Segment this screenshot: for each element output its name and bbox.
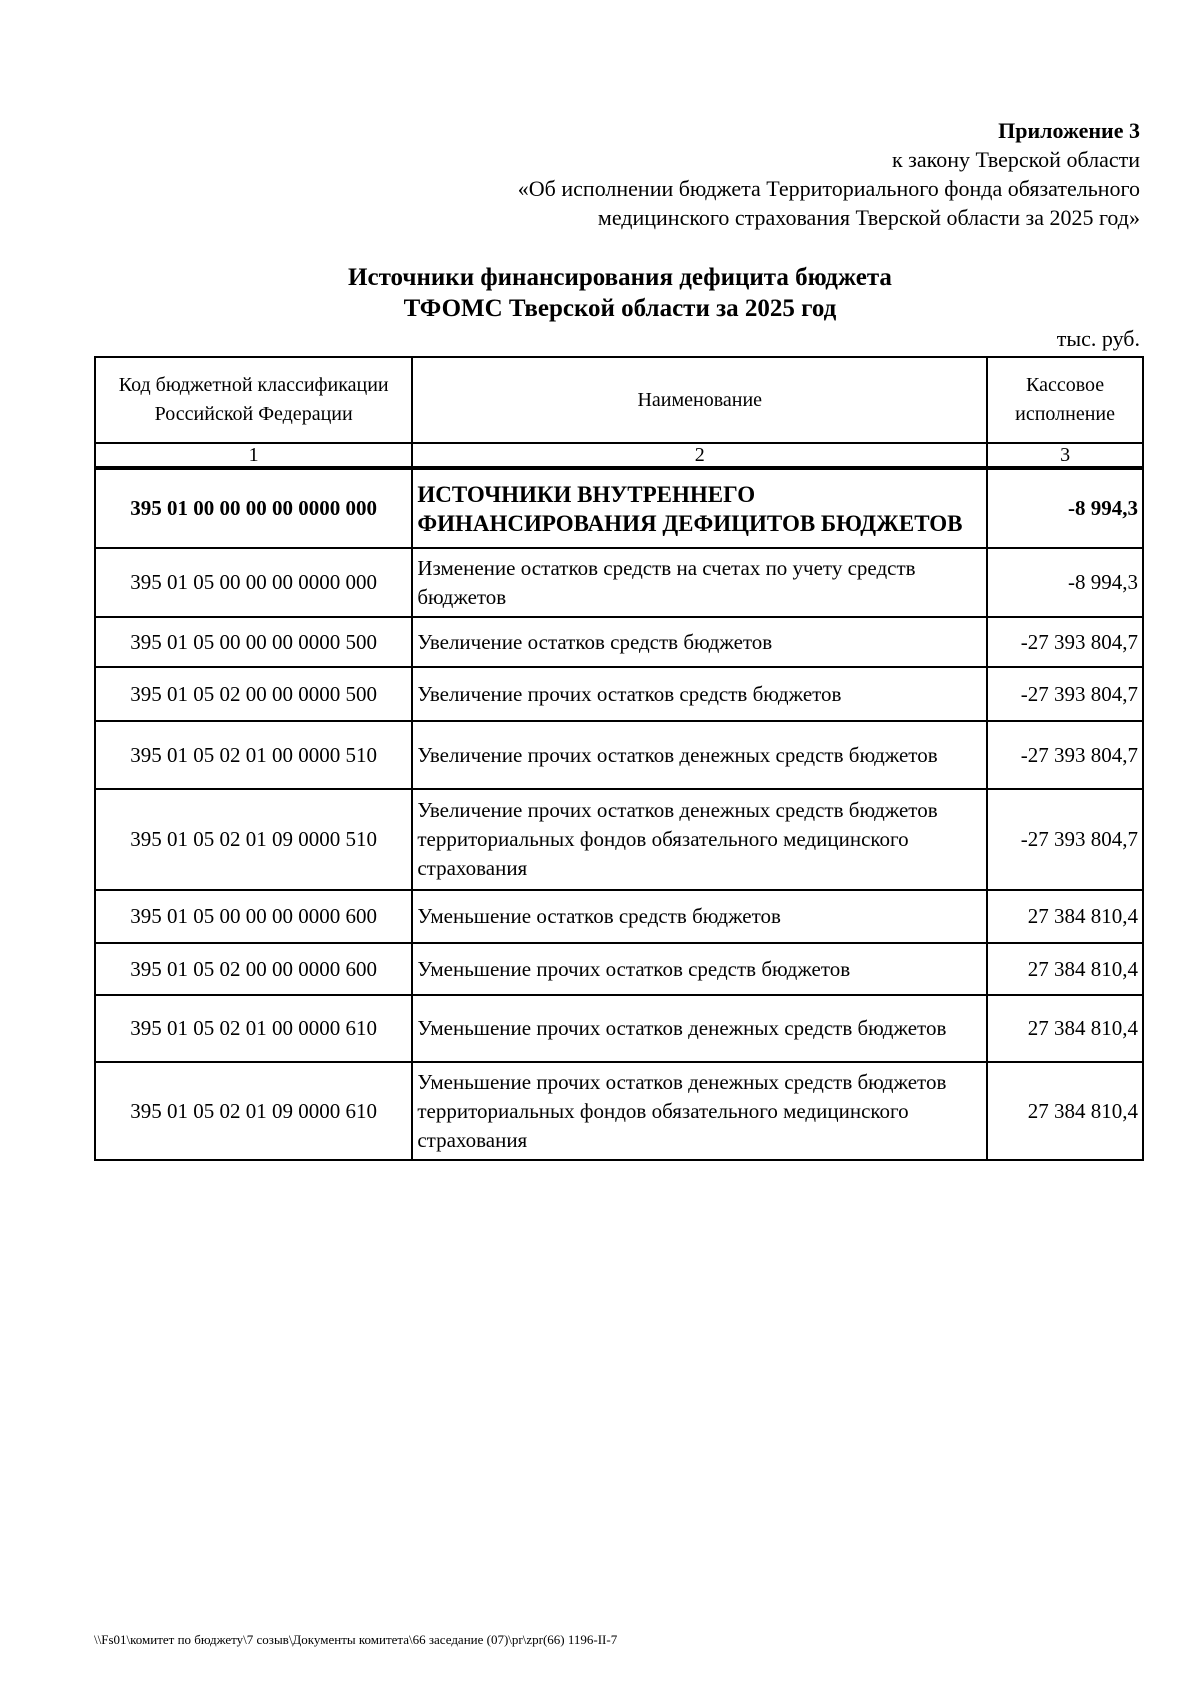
row-amount: 27 384 810,4 — [987, 943, 1143, 995]
table-row — [95, 890, 1143, 943]
row-code: 395 01 05 02 01 00 0000 610 — [95, 995, 412, 1062]
title-line2: ТФОМС Тверской области за 2025 год — [403, 295, 837, 322]
row-name: Уменьшение прочих остатков средств бюджетов — [412, 943, 987, 995]
row-amount: -27 393 804,7 — [987, 789, 1143, 890]
row-amount: -27 393 804,7 — [987, 617, 1143, 667]
column-number-1: 1 — [95, 443, 412, 468]
row-code: 395 01 05 00 00 00 0000 500 — [95, 617, 412, 667]
row-name: Уменьшение остатков средств бюджетов — [412, 890, 987, 943]
annex-law-title-line2: медицинского страхования Тверской области за 2025 год» — [597, 205, 1140, 230]
row-name: Увеличение прочих остатков средств бюджетов — [412, 667, 987, 721]
row-amount: -8 994,3 — [987, 548, 1143, 617]
table-row — [95, 468, 1143, 548]
units-label: тыс. руб. — [1056, 326, 1140, 351]
row-name: Увеличение прочих остатков денежных средств бюджетов — [412, 721, 987, 789]
row-amount: -8 994,3 — [987, 468, 1143, 548]
row-name: Изменение остатков средств на счетах по учету средств бюджетов — [412, 548, 987, 617]
table-row — [95, 995, 1143, 1062]
row-name: ИСТОЧНИКИ ВНУТРЕННЕГО ФИНАНСИРОВАНИЯ ДЕФИЦИТОВ БЮДЖЕТОВ — [412, 468, 987, 548]
column-number-3: 3 — [987, 443, 1143, 468]
table-row — [95, 789, 1143, 890]
row-code: 395 01 05 02 01 09 0000 610 — [95, 1062, 412, 1160]
header-code: Код бюджетной классификации Российской Федерации — [95, 357, 412, 443]
row-amount: 27 384 810,4 — [987, 1062, 1143, 1160]
annex-heading — [518, 116, 1140, 232]
table-row — [95, 721, 1143, 789]
document-title — [220, 262, 1020, 324]
row-code: 395 01 05 02 01 00 0000 510 — [95, 721, 412, 789]
file-path-footer: \\Fs01\комитет по бюджету\7 созыв\Документы комитета\66 заседание (07)\pr\zpr(66) 1196-II-7 — [94, 1632, 618, 1647]
table-row — [95, 943, 1143, 995]
table-header-row — [95, 357, 1143, 443]
header-amount: Кассовое исполнение — [987, 357, 1143, 443]
row-name: Увеличение остатков средств бюджетов — [412, 617, 987, 667]
column-number-row — [95, 443, 1143, 468]
table-row — [95, 617, 1143, 667]
row-amount: 27 384 810,4 — [987, 890, 1143, 943]
column-number-2: 2 — [412, 443, 987, 468]
annex-law-title-line1: «Об исполнении бюджета Территориального фонда обязательного — [517, 176, 1140, 201]
row-name: Увеличение прочих остатков денежных средств бюджетов территориальных фондов обязательного медицинского страхования — [412, 789, 987, 890]
row-name: Уменьшение прочих остатков денежных средств бюджетов территориальных фондов обязательного медицинского страхования — [412, 1062, 987, 1160]
table-row — [95, 548, 1143, 617]
row-code: 395 01 05 02 01 09 0000 510 — [95, 789, 412, 890]
row-code: 395 01 05 02 00 00 0000 600 — [95, 943, 412, 995]
row-amount: -27 393 804,7 — [987, 721, 1143, 789]
budget-sources-table — [94, 356, 1144, 1161]
table-row — [95, 1062, 1143, 1160]
row-code: 395 01 05 02 00 00 0000 500 — [95, 667, 412, 721]
row-code: 395 01 00 00 00 00 0000 000 — [95, 468, 412, 548]
row-code: 395 01 05 00 00 00 0000 000 — [95, 548, 412, 617]
annex-law-reference: к закону Тверской области — [891, 147, 1140, 172]
title-line1: Источники финансирования дефицита бюджета — [348, 264, 892, 291]
table-row — [95, 667, 1143, 721]
row-amount: 27 384 810,4 — [987, 995, 1143, 1062]
row-name: Уменьшение прочих остатков денежных средств бюджетов — [412, 995, 987, 1062]
header-name: Наименование — [412, 357, 987, 443]
row-code: 395 01 05 00 00 00 0000 600 — [95, 890, 412, 943]
annex-number: Приложение 3 — [998, 118, 1140, 143]
row-amount: -27 393 804,7 — [987, 667, 1143, 721]
